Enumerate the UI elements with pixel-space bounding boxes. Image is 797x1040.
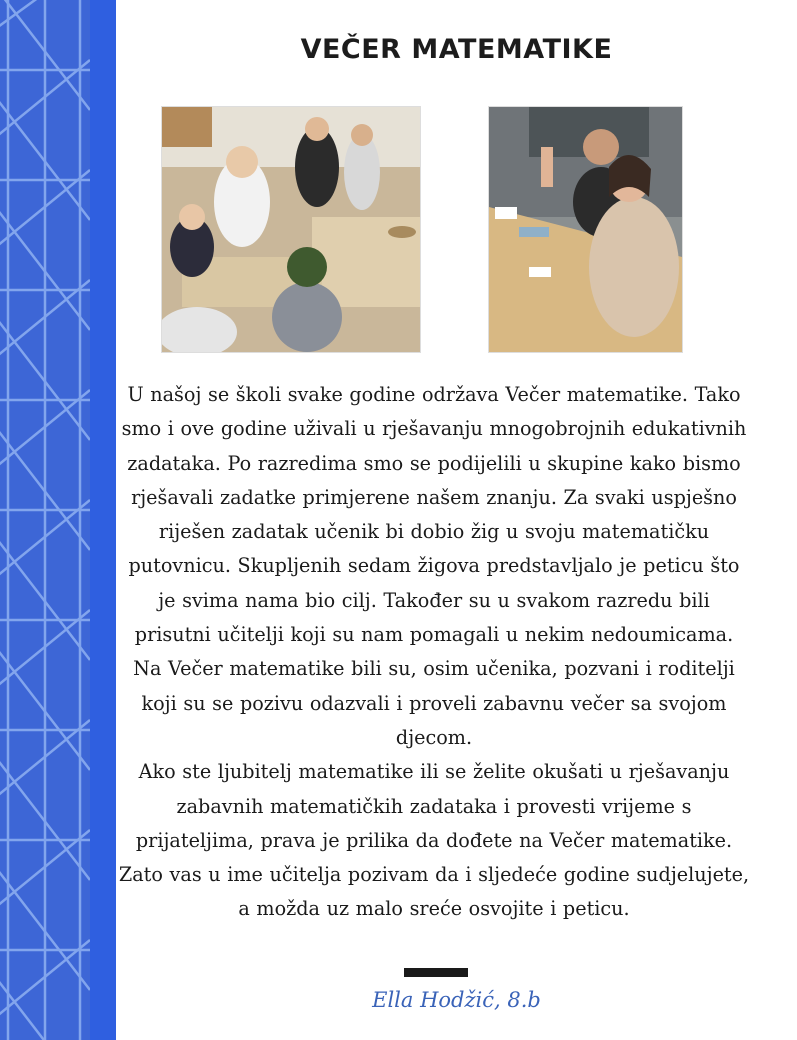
photo-students-table	[488, 106, 683, 353]
article-paragraph-1: U našoj se školi svake godine održava Večer matematike. Tako smo i ove godine uživali u rješavanju mnogobrojnih edukativnih zadataka. Po razredima smo se podijelili u skupine kako bismo rješavali zadatke primjerene našem znanju. Za svaki uspješno riješen zadatak učenik bi dobio žig u svoju matematičku putovnicu. Skupljenih sedam žigova predstavljalo je peticu što je svima nama bio cilj. Također su u svakom razredu bili prisutni učitelji koji su nam pomagali u nekim nedoumicama. Na Večer matematike bili su, osim učenika, pozvani i roditelji koji su se pozivu odazvali i proveli zabavnu večer sa svojom djecom.	[121, 383, 747, 749]
author-signature: Ella Hodžić, 8.b	[372, 988, 541, 1012]
page-title: VEČER MATEMATIKE	[300, 34, 613, 65]
article-body	[118, 378, 750, 927]
sidebar-geometric-pattern	[0, 0, 90, 1040]
article-paragraph-2: Ako ste ljubitelj matematike ili se želite okušati u rješavanju zabavnih matematičkih zadataka i provesti vrijeme s prijateljima, prava je prilika da dođete na Večer matematike. Zato vas u ime učitelja pozivam da i sljedeće godine sudjelujete, a možda uz malo sreće osvojite i peticu.	[118, 760, 750, 921]
sidebar-stripe	[90, 0, 116, 1040]
photo-classroom-activity	[161, 106, 421, 353]
signature-divider	[404, 968, 468, 977]
